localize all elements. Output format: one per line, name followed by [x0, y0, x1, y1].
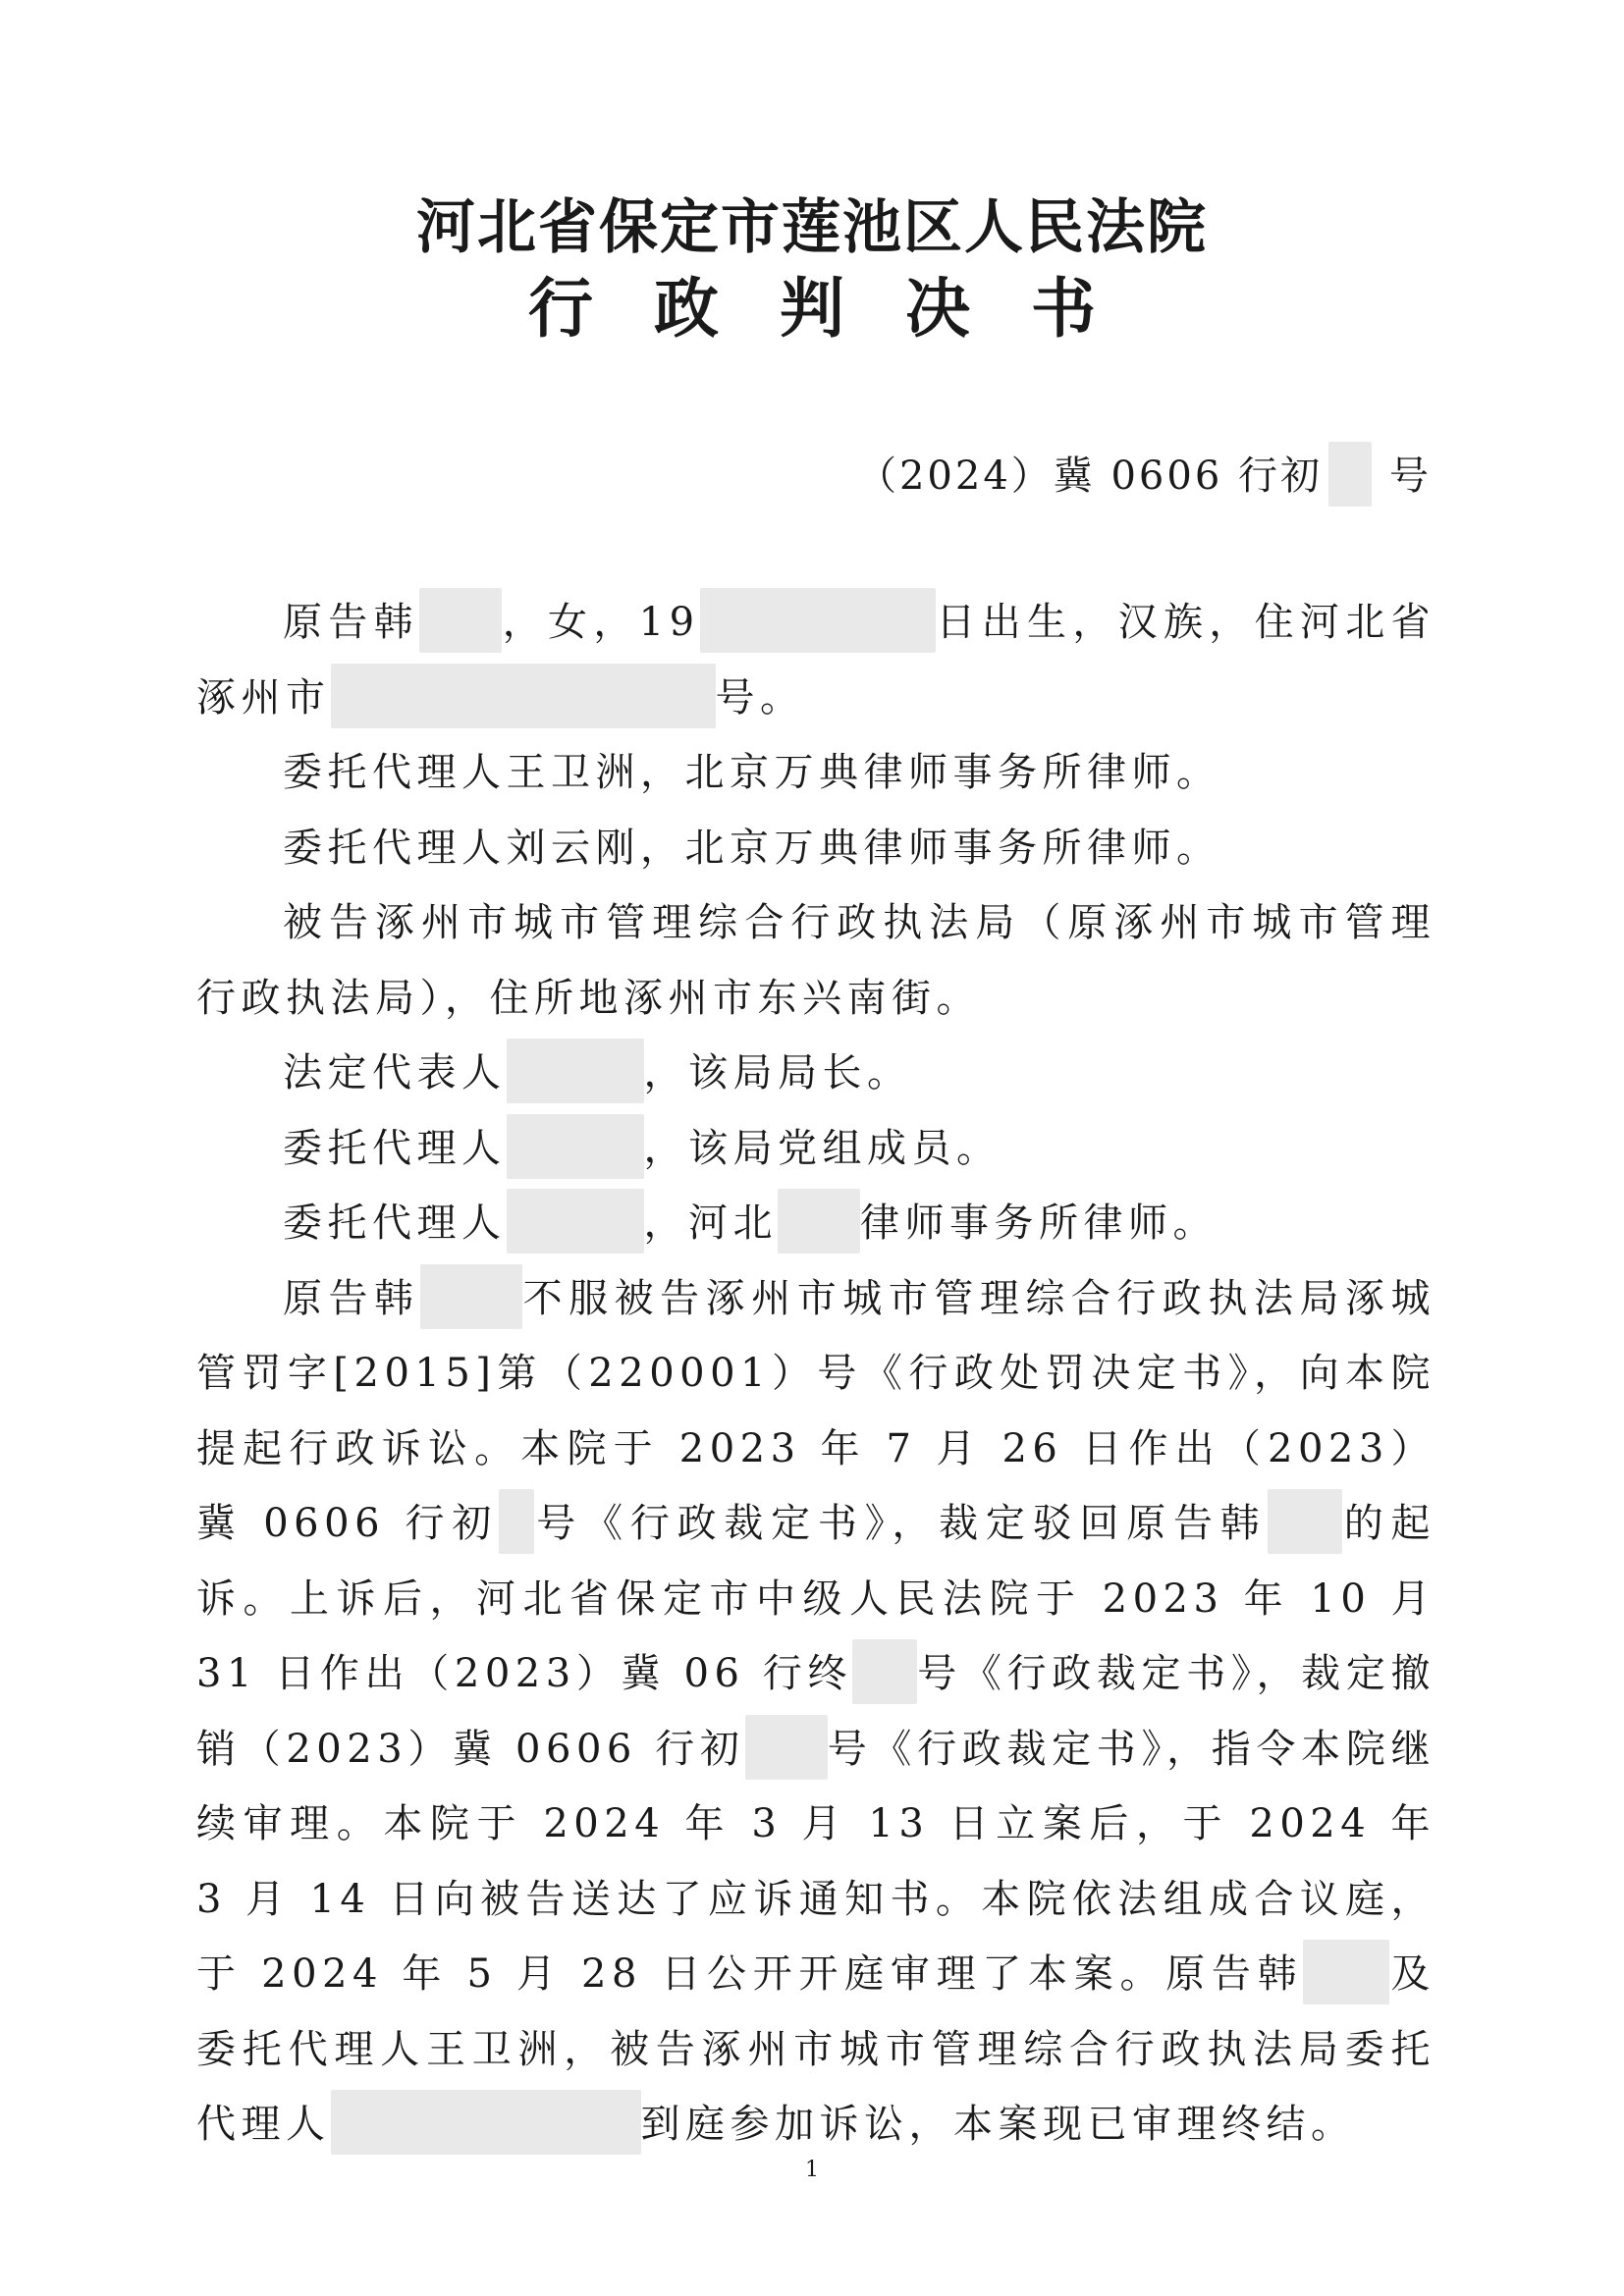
text-span: ，女，19 — [501, 600, 700, 645]
redaction-block — [1268, 1489, 1342, 1554]
paragraph-defendant-agent-2 — [196, 1186, 1435, 1261]
redaction-block — [331, 664, 716, 728]
text-span: 原告韩 — [283, 600, 419, 645]
text-span: 号《行政裁定书》，指令本院继续审理。本院于 2024 年 3 月 13 日立案后，于 2024 年 3 月 14 日向被告送达了应诉通知书。本院依法组成合议庭，于 2024 年 5 月 28 日公开开庭审理了本案。原告韩 — [196, 1726, 1435, 1997]
page-number: 1 — [805, 2158, 819, 2182]
case-number — [857, 442, 1432, 507]
paragraph-case-history — [196, 1261, 1435, 2163]
text-span: 号。 — [715, 674, 805, 721]
redaction-block — [852, 1639, 917, 1704]
text-span: 法定代表人 — [283, 1050, 507, 1095]
paragraph-agent-1: 委托代理人王卫洲，北京万典律师事务所律师。 — [283, 750, 1221, 795]
text-span: 号《行政裁定书》，裁定驳回原告韩 — [534, 1501, 1268, 1546]
paragraph-plaintiff — [196, 585, 1435, 735]
redaction-block — [507, 1039, 644, 1103]
text-span: 的起诉。上诉后，河北省保定市中级人民法院于 2023 年 10 月 31 日作出（2023）冀 06 行终 — [196, 1501, 1436, 1696]
case-number-suffix: 号 — [1389, 454, 1432, 499]
redaction-block — [420, 1264, 522, 1329]
text-span: 及委托代理人王卫洲，被告涿州市城市管理综合行政执法局委托代理人 — [196, 1951, 1436, 2147]
text-span: ，河北 — [643, 1201, 778, 1246]
paragraph-defendant: 被告涿州市城市管理综合行政执法局（原涿州市城市管理行政执法局），住所地涿州市东兴南街。 — [196, 900, 1435, 1021]
text-span: 号《行政裁定书》，裁定撤销（2023）冀 0606 行初 — [196, 1651, 1435, 1772]
redaction-block — [1328, 442, 1372, 507]
paragraph-agent-2: 委托代理人刘云刚，北京万典律师事务所律师。 — [283, 825, 1221, 871]
text-span: 原告韩 — [283, 1275, 420, 1321]
redaction-block — [331, 2090, 641, 2155]
redaction-block — [778, 1189, 860, 1254]
redaction-block — [700, 588, 936, 653]
court-name: 河北省保定市莲池区人民法院 — [416, 193, 1208, 262]
redaction-block — [419, 588, 502, 653]
text-span: ，该局党组成员。 — [643, 1125, 1001, 1171]
text-span: 律师事务所律师。 — [860, 1201, 1218, 1246]
redaction-block — [499, 1489, 534, 1554]
text-span: 不服被告涿州市城市管理综合行政执法局涿城管罚字[2015]第（220001）号《行政处罚决定书》，向本院提起行政诉讼。本院于 2023 年 7 月 26 日作出（2023）冀 0606 行初 — [196, 1275, 1436, 1546]
text-span: 日出生，汉族，住河北省涿州市 — [196, 600, 1436, 721]
text-span: 委托代理人 — [283, 1201, 507, 1246]
text-span: 到庭参加诉讼，本案现已审理终结。 — [640, 2102, 1356, 2147]
text-span: ，该局局长。 — [643, 1050, 912, 1095]
document-body — [196, 585, 1435, 2163]
case-number-prefix: （2024）冀 0606 行初 — [856, 454, 1323, 499]
redaction-block — [507, 1114, 644, 1179]
document-type-title: 行政判决书 — [528, 271, 1157, 347]
redaction-block — [507, 1189, 644, 1254]
redaction-block — [745, 1715, 828, 1780]
text-span: 委托代理人 — [283, 1125, 507, 1171]
redaction-block — [1303, 1940, 1389, 2004]
paragraph-legal-representative — [196, 1036, 1435, 1111]
paragraph-defendant-agent-1 — [196, 1111, 1435, 1187]
